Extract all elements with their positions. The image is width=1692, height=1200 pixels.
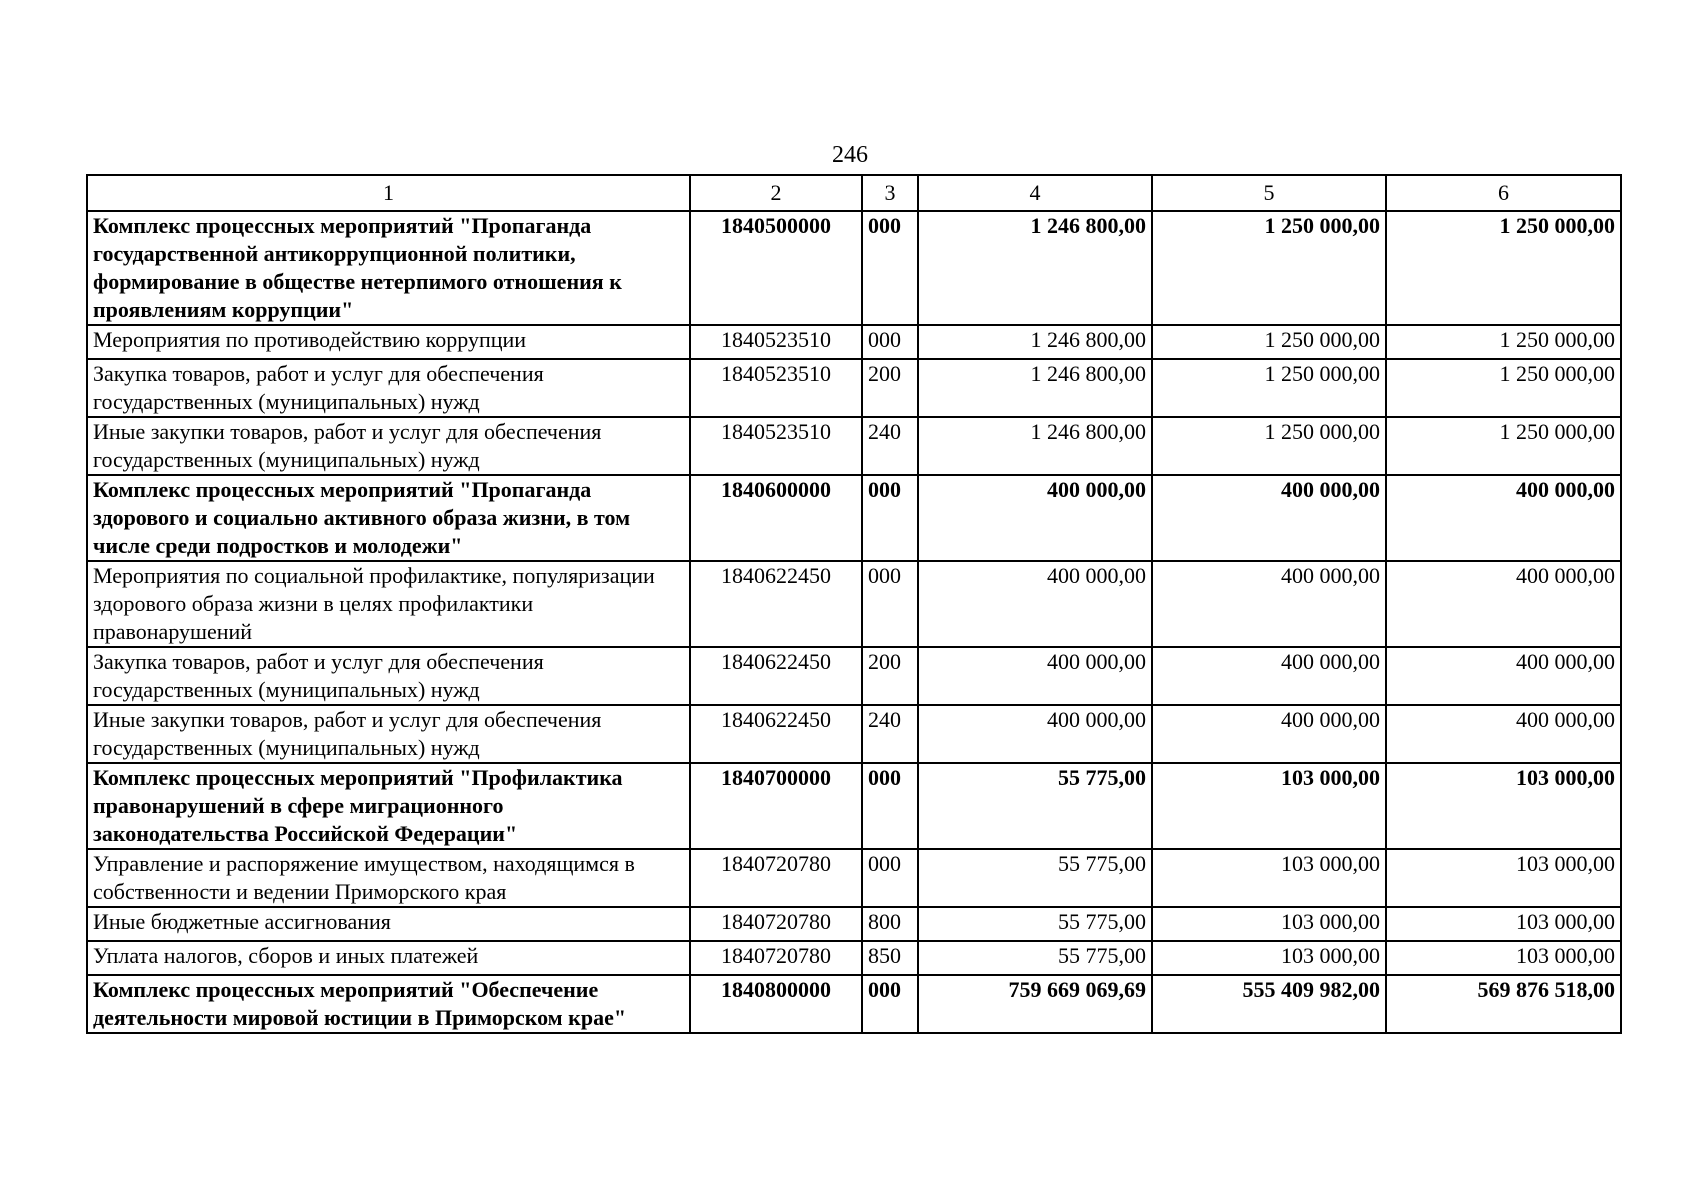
cell-amount-col-5: 103 000,00	[1152, 763, 1386, 849]
cell-name: Мероприятия по социальной профилактике, популяризации здорового образа жизни в целях профилактики правонарушений	[87, 561, 690, 647]
table-row-group	[87, 211, 1621, 325]
table-row	[87, 417, 1621, 475]
cell-expense-type: 000	[862, 211, 918, 325]
budget-table	[86, 174, 1622, 1034]
cell-amount-col-4: 1 246 800,00	[918, 359, 1152, 417]
table-row-group	[87, 975, 1621, 1033]
cell-expense-type: 200	[862, 359, 918, 417]
table-body	[87, 211, 1621, 1033]
cell-target-code: 1840523510	[690, 417, 862, 475]
cell-expense-type: 850	[862, 941, 918, 975]
cell-amount-col-5: 400 000,00	[1152, 475, 1386, 561]
cell-amount-col-6: 103 000,00	[1386, 941, 1621, 975]
table-row	[87, 359, 1621, 417]
cell-expense-type: 240	[862, 417, 918, 475]
cell-name: Иные бюджетные ассигнования	[87, 907, 690, 941]
table-row	[87, 849, 1621, 907]
cell-amount-col-4: 55 775,00	[918, 907, 1152, 941]
table-row	[87, 907, 1621, 941]
cell-name: Управление и распоряжение имуществом, находящимся в собственности и ведении Приморского края	[87, 849, 690, 907]
cell-name: Комплекс процессных мероприятий "Пропаганда здорового и социально активного образа жизни, в том числе среди подростков и молодежи"	[87, 475, 690, 561]
cell-target-code: 1840800000	[690, 975, 862, 1033]
cell-amount-col-5: 1 250 000,00	[1152, 359, 1386, 417]
cell-expense-type: 240	[862, 705, 918, 763]
cell-target-code: 1840720780	[690, 907, 862, 941]
cell-expense-type: 000	[862, 475, 918, 561]
cell-amount-col-4: 1 246 800,00	[918, 325, 1152, 359]
cell-amount-col-6: 569 876 518,00	[1386, 975, 1621, 1033]
cell-amount-col-4: 400 000,00	[918, 561, 1152, 647]
table-row	[87, 647, 1621, 705]
cell-expense-type: 200	[862, 647, 918, 705]
cell-target-code: 1840622450	[690, 647, 862, 705]
cell-target-code: 1840700000	[690, 763, 862, 849]
cell-amount-col-5: 400 000,00	[1152, 647, 1386, 705]
cell-amount-col-6: 400 000,00	[1386, 561, 1621, 647]
header-col-2: 2	[690, 175, 862, 211]
cell-expense-type: 000	[862, 849, 918, 907]
table-row	[87, 941, 1621, 975]
cell-amount-col-5: 103 000,00	[1152, 907, 1386, 941]
cell-amount-col-4: 55 775,00	[918, 763, 1152, 849]
cell-name: Закупка товаров, работ и услуг для обеспечения государственных (муниципальных) нужд	[87, 647, 690, 705]
cell-amount-col-4: 55 775,00	[918, 941, 1152, 975]
cell-amount-col-6: 1 250 000,00	[1386, 359, 1621, 417]
cell-target-code: 1840500000	[690, 211, 862, 325]
cell-amount-col-5: 1 250 000,00	[1152, 417, 1386, 475]
cell-target-code: 1840523510	[690, 325, 862, 359]
header-col-3: 3	[862, 175, 918, 211]
cell-amount-col-4: 55 775,00	[918, 849, 1152, 907]
cell-name: Иные закупки товаров, работ и услуг для обеспечения государственных (муниципальных) нужд	[87, 705, 690, 763]
cell-amount-col-6: 400 000,00	[1386, 475, 1621, 561]
cell-amount-col-6: 103 000,00	[1386, 849, 1621, 907]
cell-amount-col-6: 103 000,00	[1386, 763, 1621, 849]
cell-amount-col-6: 1 250 000,00	[1386, 211, 1621, 325]
table-row	[87, 325, 1621, 359]
cell-amount-col-6: 1 250 000,00	[1386, 417, 1621, 475]
cell-amount-col-5: 103 000,00	[1152, 941, 1386, 975]
cell-expense-type: 000	[862, 975, 918, 1033]
header-col-1: 1	[87, 175, 690, 211]
cell-amount-col-5: 1 250 000,00	[1152, 211, 1386, 325]
cell-name: Комплекс процессных мероприятий "Профилактика правонарушений в сфере миграционного законодательства Российской Федерации"	[87, 763, 690, 849]
cell-expense-type: 000	[862, 325, 918, 359]
cell-amount-col-5: 555 409 982,00	[1152, 975, 1386, 1033]
cell-amount-col-5: 400 000,00	[1152, 705, 1386, 763]
table-row	[87, 561, 1621, 647]
cell-expense-type: 800	[862, 907, 918, 941]
cell-target-code: 1840622450	[690, 561, 862, 647]
cell-amount-col-6: 400 000,00	[1386, 647, 1621, 705]
cell-amount-col-5: 1 250 000,00	[1152, 325, 1386, 359]
cell-target-code: 1840720780	[690, 849, 862, 907]
table-header	[87, 175, 1621, 211]
cell-amount-col-5: 103 000,00	[1152, 849, 1386, 907]
cell-target-code: 1840523510	[690, 359, 862, 417]
cell-amount-col-4: 1 246 800,00	[918, 417, 1152, 475]
cell-amount-col-4: 1 246 800,00	[918, 211, 1152, 325]
table-row-group	[87, 763, 1621, 849]
cell-amount-col-6: 1 250 000,00	[1386, 325, 1621, 359]
cell-amount-col-4: 400 000,00	[918, 705, 1152, 763]
page-number: 246	[832, 142, 868, 168]
header-col-4: 4	[918, 175, 1152, 211]
cell-amount-col-4: 400 000,00	[918, 647, 1152, 705]
cell-amount-col-6: 103 000,00	[1386, 907, 1621, 941]
cell-amount-col-6: 400 000,00	[1386, 705, 1621, 763]
cell-target-code: 1840720780	[690, 941, 862, 975]
cell-name: Комплекс процессных мероприятий "Пропаганда государственной антикоррупционной политики, формирование в обществе нетерпимого отношения к проявлениям коррупции"	[87, 211, 690, 325]
cell-name: Мероприятия по противодействию коррупции	[87, 325, 690, 359]
cell-name: Иные закупки товаров, работ и услуг для обеспечения государственных (муниципальных) нужд	[87, 417, 690, 475]
cell-amount-col-4: 759 669 069,69	[918, 975, 1152, 1033]
header-col-5: 5	[1152, 175, 1386, 211]
cell-target-code: 1840622450	[690, 705, 862, 763]
cell-name: Закупка товаров, работ и услуг для обеспечения государственных (муниципальных) нужд	[87, 359, 690, 417]
cell-expense-type: 000	[862, 561, 918, 647]
cell-expense-type: 000	[862, 763, 918, 849]
table-row	[87, 705, 1621, 763]
cell-name: Комплекс процессных мероприятий "Обеспечение деятельности мировой юстиции в Приморском крае"	[87, 975, 690, 1033]
header-col-6: 6	[1386, 175, 1621, 211]
cell-amount-col-5: 400 000,00	[1152, 561, 1386, 647]
cell-target-code: 1840600000	[690, 475, 862, 561]
cell-name: Уплата налогов, сборов и иных платежей	[87, 941, 690, 975]
table-row-group	[87, 475, 1621, 561]
cell-amount-col-4: 400 000,00	[918, 475, 1152, 561]
header-row	[87, 175, 1621, 211]
